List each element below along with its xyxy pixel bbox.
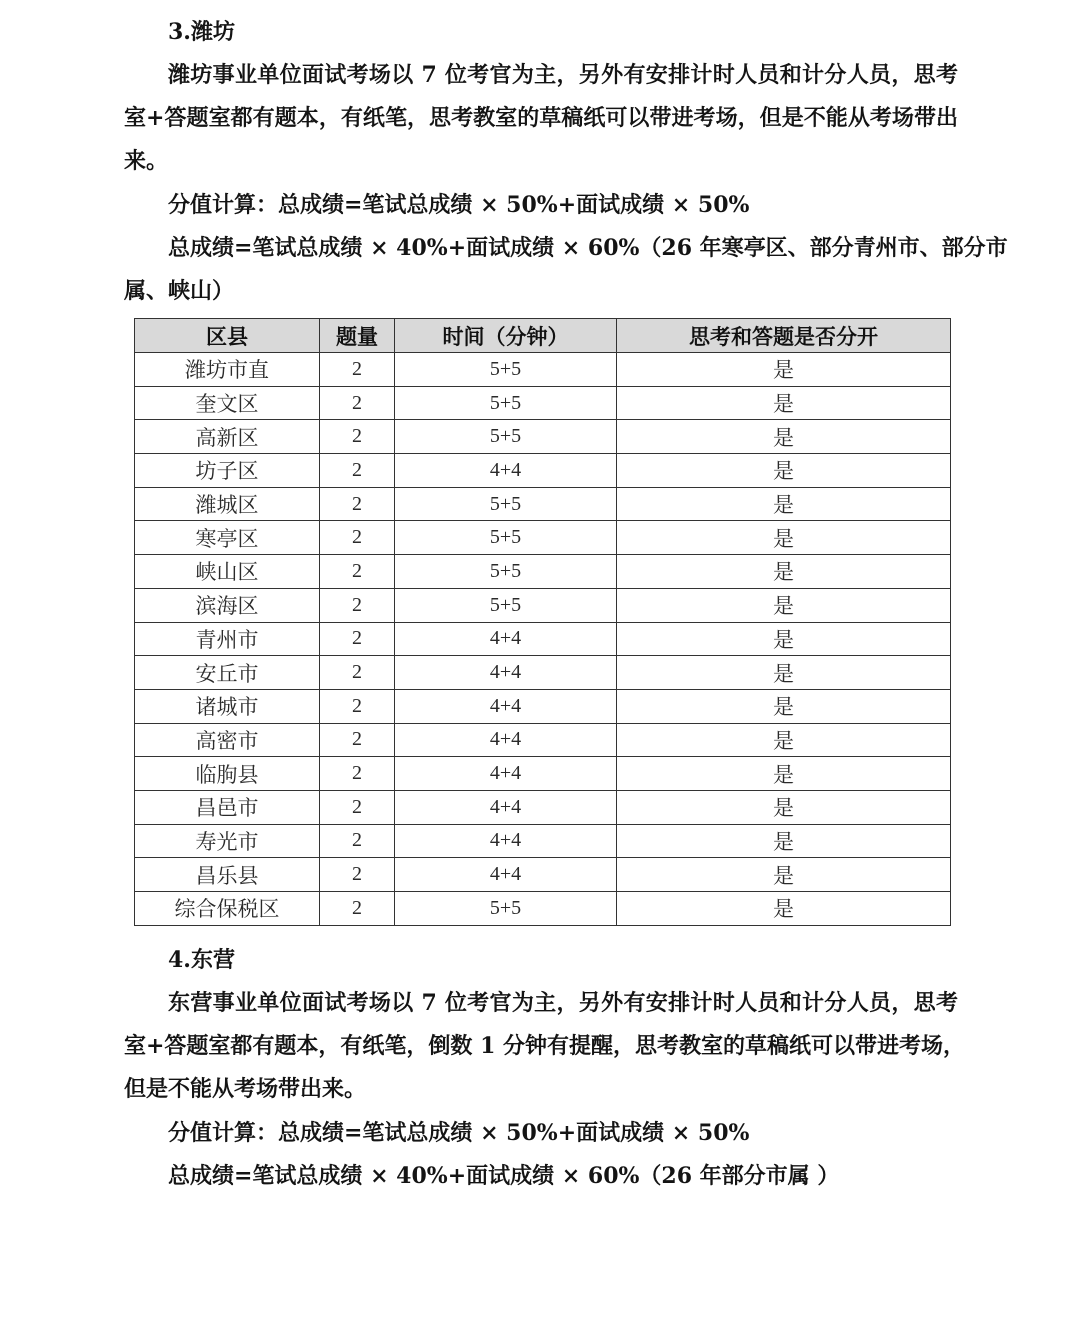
cell-district: 潍坊市直: [135, 353, 320, 387]
cell-district: 综合保税区: [135, 892, 320, 926]
cell-separated: 是: [617, 555, 951, 589]
weifang-paragraph-line-3: 来。: [124, 148, 169, 174]
cell-time: 4+4: [395, 723, 617, 757]
cell-separated: 是: [617, 757, 951, 791]
cell-district: 高密市: [135, 723, 320, 757]
table-row: [135, 757, 951, 791]
cell-separated: 是: [617, 723, 951, 757]
cell-separated: 是: [617, 892, 951, 926]
weifang-score-formula-2-cont: 属、峡山）: [124, 278, 235, 304]
cell-separated: 是: [617, 420, 951, 454]
dongying-paragraph-line-3: 但是不能从考场带出来。: [124, 1076, 367, 1102]
cell-separated: 是: [617, 656, 951, 690]
cell-time: 5+5: [395, 555, 617, 589]
table-row: [135, 790, 951, 824]
cell-question-count: 2: [320, 858, 395, 892]
cell-question-count: 2: [320, 386, 395, 420]
cell-district: 昌乐县: [135, 858, 320, 892]
cell-district: 潍城区: [135, 487, 320, 521]
table-row: [135, 454, 951, 488]
table-row: [135, 892, 951, 926]
cell-separated: 是: [617, 454, 951, 488]
dongying-paragraph-line-1: 东营事业单位面试考场以 7 位考官为主，另外有安排计时人员和计分人员，思考: [168, 990, 958, 1016]
cell-district: 坊子区: [135, 454, 320, 488]
cell-question-count: 2: [320, 656, 395, 690]
cell-separated: 是: [617, 790, 951, 824]
cell-question-count: 2: [320, 790, 395, 824]
cell-time: 4+4: [395, 824, 617, 858]
section-heading-weifang: 3.潍坊: [168, 19, 235, 45]
cell-time: 4+4: [395, 656, 617, 690]
cell-separated: 是: [617, 622, 951, 656]
table-row: [135, 386, 951, 420]
cell-time: 4+4: [395, 622, 617, 656]
cell-district: 临朐县: [135, 757, 320, 791]
table-row: [135, 555, 951, 589]
cell-question-count: 2: [320, 454, 395, 488]
cell-district: 高新区: [135, 420, 320, 454]
cell-time: 5+5: [395, 521, 617, 555]
section-heading-dongying: 4.东营: [168, 947, 235, 973]
dongying-paragraph-line-2: 室+答题室都有题本，有纸笔，倒数 1 分钟有提醒，思考教室的草稿纸可以带进考场，: [124, 1033, 966, 1059]
weifang-interview-table: [134, 318, 951, 926]
weifang-score-formula-2: 总成绩=笔试总成绩 × 40%+面试成绩 × 60%（26 年寒亭区、部分青州市、部分市: [168, 235, 1008, 261]
cell-time: 5+5: [395, 487, 617, 521]
cell-district: 滨海区: [135, 588, 320, 622]
cell-time: 5+5: [395, 588, 617, 622]
header-time-minutes: 时间（分钟）: [395, 319, 617, 353]
cell-district: 青州市: [135, 622, 320, 656]
table-row: [135, 622, 951, 656]
cell-district: 昌邑市: [135, 790, 320, 824]
cell-question-count: 2: [320, 420, 395, 454]
cell-question-count: 2: [320, 622, 395, 656]
cell-question-count: 2: [320, 757, 395, 791]
cell-time: 4+4: [395, 757, 617, 791]
cell-time: 4+4: [395, 454, 617, 488]
table-row: [135, 521, 951, 555]
cell-separated: 是: [617, 386, 951, 420]
cell-time: 4+4: [395, 689, 617, 723]
cell-separated: 是: [617, 588, 951, 622]
cell-separated: 是: [617, 487, 951, 521]
table-row: [135, 656, 951, 690]
weifang-paragraph-line-2: 室+答题室都有题本，有纸笔，思考教室的草稿纸可以带进考场，但是不能从考场带出: [124, 105, 958, 131]
header-separated: 思考和答题是否分开: [617, 319, 951, 353]
cell-district: 奎文区: [135, 386, 320, 420]
cell-separated: 是: [617, 521, 951, 555]
cell-question-count: 2: [320, 555, 395, 589]
cell-separated: 是: [617, 689, 951, 723]
table-row: [135, 353, 951, 387]
cell-question-count: 2: [320, 824, 395, 858]
cell-time: 4+4: [395, 858, 617, 892]
weifang-paragraph-line-1: 潍坊事业单位面试考场以 7 位考官为主，另外有安排计时人员和计分人员，思考: [168, 62, 958, 88]
header-question-count: 题量: [320, 319, 395, 353]
table-header-row: [135, 319, 951, 353]
cell-time: 5+5: [395, 892, 617, 926]
table-row: [135, 858, 951, 892]
cell-district: 寿光市: [135, 824, 320, 858]
table-row: [135, 487, 951, 521]
cell-district: 安丘市: [135, 656, 320, 690]
cell-separated: 是: [617, 858, 951, 892]
table-row: [135, 588, 951, 622]
cell-district: 峡山区: [135, 555, 320, 589]
cell-separated: 是: [617, 353, 951, 387]
weifang-score-formula-1: 分值计算：总成绩=笔试总成绩 × 50%+面试成绩 × 50%: [168, 192, 750, 218]
cell-time: 5+5: [395, 386, 617, 420]
table-row: [135, 689, 951, 723]
table-row: [135, 723, 951, 757]
cell-question-count: 2: [320, 892, 395, 926]
cell-time: 5+5: [395, 420, 617, 454]
cell-time: 4+4: [395, 790, 617, 824]
cell-question-count: 2: [320, 521, 395, 555]
cell-question-count: 2: [320, 487, 395, 521]
cell-district: 寒亭区: [135, 521, 320, 555]
cell-time: 5+5: [395, 353, 617, 387]
cell-district: 诸城市: [135, 689, 320, 723]
cell-question-count: 2: [320, 588, 395, 622]
dongying-score-formula-2: 总成绩=笔试总成绩 × 40%+面试成绩 × 60%（26 年部分市属 ）: [168, 1163, 840, 1189]
cell-question-count: 2: [320, 723, 395, 757]
table-row: [135, 824, 951, 858]
header-district: 区县: [135, 319, 320, 353]
cell-question-count: 2: [320, 689, 395, 723]
table-row: [135, 420, 951, 454]
dongying-score-formula-1: 分值计算：总成绩=笔试总成绩 × 50%+面试成绩 × 50%: [168, 1120, 750, 1146]
cell-separated: 是: [617, 824, 951, 858]
cell-question-count: 2: [320, 353, 395, 387]
